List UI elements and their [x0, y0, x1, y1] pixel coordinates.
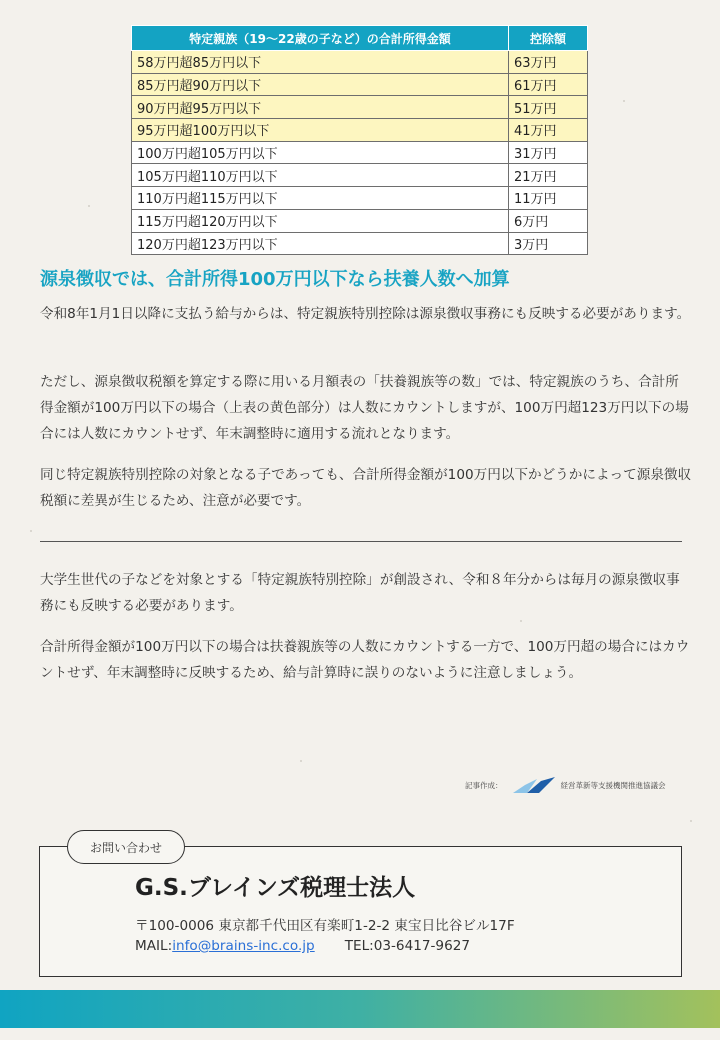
table-row [132, 96, 588, 119]
deduction-cell: 31万円 [509, 141, 588, 164]
table-row [132, 119, 588, 142]
deduction-cell: 63万円 [509, 51, 588, 74]
tel-number: TEL:03-6417-9627 [344, 938, 471, 954]
deduction-table [131, 25, 588, 255]
table-row [132, 73, 588, 96]
table-row [132, 187, 588, 210]
income-range-cell: 90万円超95万円以下 [132, 96, 509, 119]
section-heading: 源泉徴収では、合計所得100万円以下なら扶養人数へ加算 [40, 269, 510, 290]
contact-tab-label: お問い合わせ [67, 830, 185, 864]
table-row [132, 51, 588, 74]
income-range-cell: 95万円超100万円以下 [132, 119, 509, 142]
footer-gradient-bar [0, 990, 720, 1028]
mail-label: MAIL: [135, 938, 173, 954]
deduction-cell: 51万円 [509, 96, 588, 119]
section-divider [40, 541, 682, 542]
deduction-cell: 11万円 [509, 187, 588, 210]
income-range-cell: 120万円超123万円以下 [132, 232, 509, 255]
income-range-cell: 115万円超120万円以下 [132, 209, 509, 232]
body-paragraph: 令和8年1月1日以降に支払う給与からは、特定親族特別控除は源泉徴収事務にも反映する必要があります。 [40, 306, 691, 322]
header-income-range: 特定親族（19〜22歳の子など）の合計所得金額 [132, 26, 509, 51]
council-logo-icon [513, 776, 557, 794]
income-range-cell: 100万円超105万円以下 [132, 141, 509, 164]
table-row [132, 209, 588, 232]
table-row [132, 164, 588, 187]
income-range-cell: 110万円超115万円以下 [132, 187, 509, 210]
deduction-cell: 3万円 [509, 232, 588, 255]
body-paragraph: 同じ特定親族特別控除の対象となる子であっても、合計所得金額が100万円以下かどうかによって源泉徴収税額に差異が生じるため、注意が必要です。 [40, 467, 692, 509]
credit-label: 記事作成： [465, 780, 503, 790]
income-range-cell: 105万円超110万円以下 [132, 164, 509, 187]
body-paragraph: ただし、源泉徴収税額を算定する際に用いる月額表の「扶養親族等の数」では、特定親族のうち、合計所得金額が100万円以下の場合（上表の黄色部分）は人数にカウントしますが、100万円超123万円以下の場合には人数にカウントせず、年末調整時に適用する流れとなります。 [40, 374, 689, 442]
deduction-cell: 41万円 [509, 119, 588, 142]
firm-address: 〒100-0006 東京都千代田区有楽町1-2-2 東宝日比谷ビル17F [135, 918, 515, 934]
contact-line [135, 938, 470, 954]
deduction-cell: 21万円 [509, 164, 588, 187]
income-range-cell: 85万円超90万円以下 [132, 73, 509, 96]
summary-paragraph: 合計所得金額が100万円以下の場合は扶養親族等の人数にカウントする一方で、100万円超の場合にはカウントせず、年末調整時に反映するため、給与計算時に誤りのないように注意しましょう。 [40, 639, 690, 681]
income-range-cell: 58万円超85万円以下 [132, 51, 509, 74]
table-header-row [132, 26, 588, 51]
header-deduction-amount: 控除額 [509, 26, 588, 51]
summary-paragraph: 大学生世代の子などを対象とする「特定親族特別控除」が創設され、令和８年分からは毎月の源泉徴収事務にも反映する必要があります。 [40, 572, 680, 614]
contact-box [39, 846, 682, 977]
table-row [132, 232, 588, 255]
table-row [132, 141, 588, 164]
deduction-cell: 6万円 [509, 209, 588, 232]
article-credit [465, 773, 705, 797]
mail-link[interactable]: info@brains-inc.co.jp [172, 938, 315, 954]
credit-org: 経営革新等支援機関推進協議会 [560, 780, 666, 790]
deduction-cell: 61万円 [509, 73, 588, 96]
firm-name: G.S.ブレインズ税理士法人 [135, 875, 416, 901]
